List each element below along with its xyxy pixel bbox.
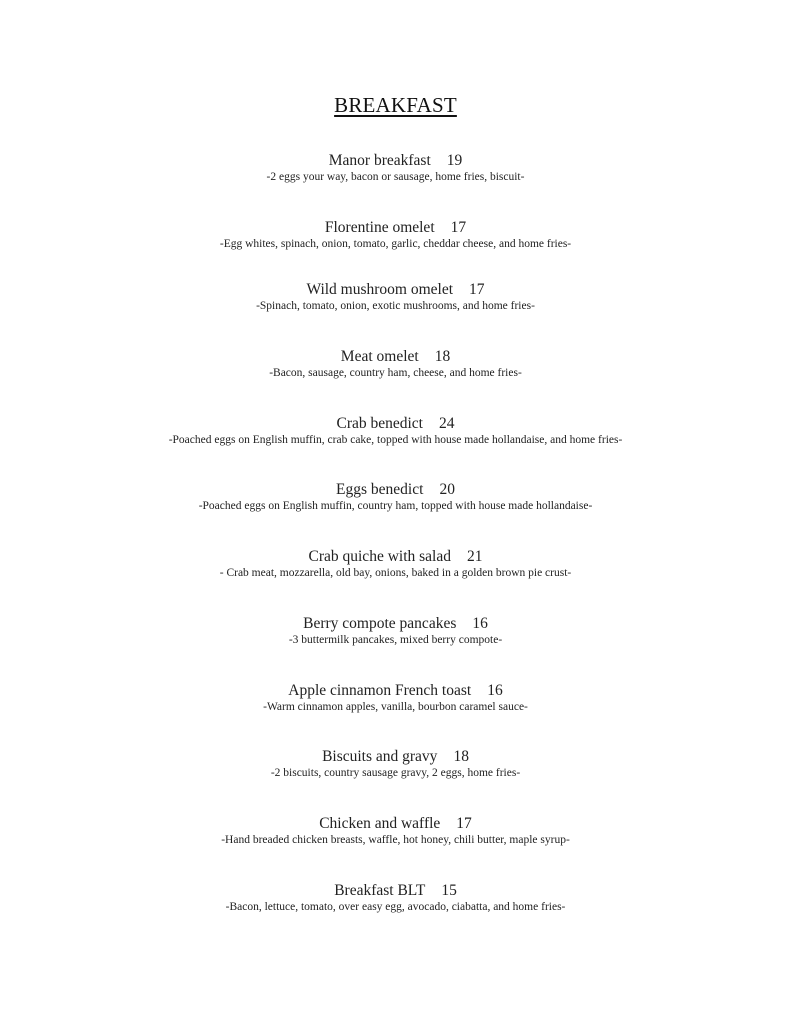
item-price: 17 [469,281,485,298]
item-description: -Bacon, lettuce, tomato, over easy egg, avocado, ciabatta, and home fries- [225,901,566,913]
item-price: 20 [439,481,455,498]
item-heading [0,481,791,499]
menu-item [0,415,791,447]
item-description: -Warm cinnamon apples, vanilla, bourbon caramel sauce- [263,701,528,713]
item-heading [0,415,791,433]
item-price: 16 [472,615,488,632]
item-heading [0,219,791,237]
item-heading [0,815,791,833]
item-price: 17 [450,219,467,236]
item-price: 15 [441,882,457,899]
menu-item [0,748,791,780]
menu-item [0,615,791,647]
item-name: Apple cinnamon French toast [288,682,472,699]
item-description: -3 buttermilk pancakes, mixed berry compote- [288,634,503,646]
menu-item [0,548,791,580]
item-heading [0,281,791,299]
item-price: 21 [466,548,483,565]
item-description: -Spinach, tomato, onion, exotic mushrooms, and home fries- [256,300,535,312]
item-heading [0,615,791,633]
item-description: -2 biscuits, country sausage gravy, 2 eggs, home fries- [270,767,521,779]
item-description: -Hand breaded chicken breasts, waffle, hot honey, chili butter, maple syrup- [221,834,570,846]
item-name: Chicken and waffle [319,815,441,832]
menu-item [0,682,791,714]
item-name: Eggs benedict [336,481,424,498]
item-heading [0,348,791,366]
item-heading [0,548,791,566]
item-heading [0,748,791,766]
item-description: -Bacon, sausage, country ham, cheese, and home fries- [269,367,522,379]
menu-item [0,348,791,380]
item-name: Biscuits and gravy [322,748,438,765]
item-name: Florentine omelet [324,219,435,236]
item-name: Breakfast BLT [334,882,426,899]
menu-item [0,481,791,513]
item-description: -2 eggs your way, bacon or sausage, home fries, biscuit- [266,171,525,183]
menu-item [0,281,791,313]
item-price: 17 [456,815,472,832]
menu-item [0,152,791,184]
menu-item [0,219,791,251]
item-heading [0,152,791,170]
item-description: -Poached eggs on English muffin, crab cake, topped with house made hollandaise, and home fries- [168,434,623,446]
item-name: Berry compote pancakes [303,615,457,632]
item-heading [0,882,791,900]
item-price: 16 [487,682,503,699]
item-price: 19 [446,152,463,169]
item-price: 18 [453,748,469,765]
menu-title: BREAKFAST [334,93,457,117]
item-name: Manor breakfast [328,152,431,169]
item-price: 24 [439,415,455,432]
item-name: Crab quiche with salad [308,548,451,565]
menu-item [0,882,791,914]
item-description: - Crab meat, mozzarella, old bay, onions, baked in a golden brown pie crust- [219,567,572,579]
item-description: -Poached eggs on English muffin, country ham, topped with house made hollandaise- [198,500,593,512]
item-name: Meat omelet [340,348,419,365]
menu-item [0,815,791,847]
item-heading [0,682,791,700]
item-name: Wild mushroom omelet [306,281,454,298]
item-price: 18 [434,348,451,365]
item-name: Crab benedict [336,415,423,432]
item-description: -Egg whites, spinach, onion, tomato, garlic, cheddar cheese, and home fries- [219,238,572,250]
